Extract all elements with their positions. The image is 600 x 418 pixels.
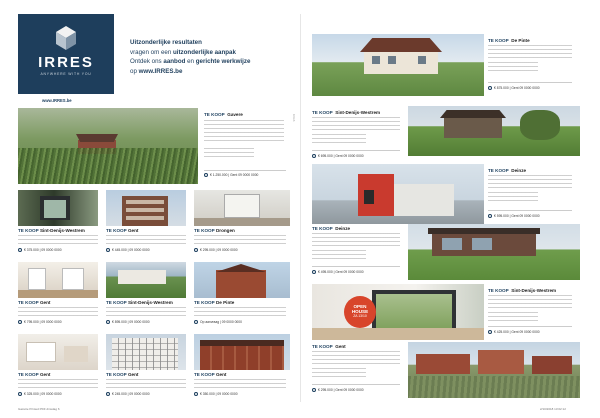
listing-photo-gavere bbox=[18, 108, 198, 184]
pin-icon bbox=[488, 330, 492, 334]
headline bbox=[130, 38, 290, 76]
listing-code: TE KOOP bbox=[312, 226, 333, 231]
pin-icon bbox=[488, 214, 492, 218]
listing-card-gavere bbox=[202, 108, 290, 184]
listing-phone: 09 0000 0000 bbox=[129, 392, 150, 396]
listing-photo-depinte-r bbox=[312, 34, 484, 96]
headline-line-4a: op bbox=[130, 67, 139, 75]
logo-tagline: ANYWHERE WITH YOU bbox=[40, 72, 92, 76]
listing-code: TE KOOP bbox=[194, 300, 215, 305]
listing-photo-gent-5 bbox=[194, 334, 290, 370]
headline-line-3b: aanbod bbox=[163, 58, 186, 66]
listing-price: € 1.250.000 bbox=[210, 173, 228, 177]
listing-phone: 09 0000 0000 bbox=[129, 320, 150, 324]
listing-phone: 09 0000 0000 bbox=[41, 320, 62, 324]
listing-phone: 09 0000 0000 bbox=[519, 214, 540, 218]
headline-line-2a: vragen om een bbox=[130, 48, 173, 56]
pin-icon bbox=[194, 248, 198, 252]
listing-photo-sdw-r1 bbox=[408, 106, 580, 156]
listing-price: € 350.000 bbox=[200, 392, 215, 396]
listing-city: Sint-Denijs-Westrem bbox=[511, 288, 557, 293]
listing-phone: 09 0000 0000 bbox=[238, 173, 259, 177]
listing-city: De Pinte bbox=[215, 300, 235, 305]
listing-photo-gent-1 bbox=[106, 190, 186, 226]
listing-code: TE KOOP bbox=[194, 228, 215, 233]
listing-code: TE KOOP bbox=[18, 300, 39, 305]
pin-icon bbox=[18, 392, 22, 396]
listing-phone: 09 0000 0000 bbox=[41, 392, 62, 396]
listing-city: Gavere bbox=[227, 112, 243, 117]
pin-icon bbox=[312, 154, 316, 158]
headline-line-2 bbox=[130, 48, 290, 58]
listing-code: TE KOOP bbox=[106, 228, 127, 233]
headline-line-3c: en bbox=[185, 58, 196, 66]
listing-card-sdw-1: TE KOOP Sint-Denijs-Westrem € 375.000 | 09 0000 0000 bbox=[18, 228, 102, 258]
listing-photo-sdw-1 bbox=[18, 190, 98, 226]
pin-icon bbox=[312, 270, 316, 274]
listing-card-gent-3: TE KOOP Gent € 325.000 | 09 0000 0000 bbox=[18, 372, 102, 402]
listing-photo-sdw-2 bbox=[106, 262, 186, 298]
listing-code: TE KOOP bbox=[204, 112, 225, 117]
listing-card-gent-r: TE KOOP Gent € 295.000 | Gent 09 0000 0000 bbox=[312, 344, 404, 400]
pin-icon bbox=[204, 173, 208, 177]
pin-icon bbox=[106, 392, 110, 396]
open-house-badge bbox=[344, 296, 376, 328]
listing-photo-gent-4 bbox=[106, 334, 186, 370]
left-page bbox=[18, 14, 298, 402]
listing-phone: 09 0000 0000 bbox=[129, 248, 150, 252]
listing-phone: 09 0000 0000 bbox=[217, 248, 238, 252]
listing-price: € 495.000 bbox=[318, 270, 333, 274]
photo-credit: IRRES bbox=[292, 114, 295, 122]
listing-code: TE KOOP bbox=[18, 372, 39, 377]
listing-price: € 375.000 bbox=[24, 248, 39, 252]
listing-card-gent-1: TE KOOP Gent € 445.000 | 09 0000 0000 bbox=[106, 228, 190, 258]
listing-card-drongen: TE KOOP Drongen € 295.000 | 09 0000 0000 bbox=[194, 228, 290, 258]
pin-icon bbox=[106, 320, 110, 324]
listing-card-gent-2: TE KOOP Gent € 795.000 | 09 0000 0000 bbox=[18, 300, 102, 330]
listing-footer: € 1.250.000 | Gent 09 0000 0000 bbox=[204, 173, 258, 177]
listing-city: Gent bbox=[127, 228, 139, 233]
brand-website: www.IRRES.be bbox=[42, 98, 72, 103]
irres-cube-icon bbox=[56, 26, 76, 50]
listing-city: Deinze bbox=[511, 168, 527, 173]
headline-line-1: Uitzonderlijke resultaten bbox=[130, 39, 202, 46]
listing-phone: 09 0000 0000 bbox=[221, 320, 242, 324]
listing-card-gent-5: TE KOOP Gent € 350.000 | 09 0000 0000 bbox=[194, 372, 290, 402]
listing-city: De Pinte bbox=[511, 38, 530, 43]
listing-price: € 325.000 bbox=[24, 392, 39, 396]
listing-card-depinte-r: TE KOOP De Pinte € 875.000 | Gent 09 0000 0000 bbox=[488, 38, 576, 96]
listing-phone: 09 0000 0000 bbox=[217, 392, 238, 396]
pin-icon bbox=[312, 388, 316, 392]
headline-line-4b: www.IRRES.be bbox=[138, 67, 183, 75]
listing-phone: 09 0000 0000 bbox=[343, 154, 364, 158]
headline-line-3d: gerichte werkwijze bbox=[195, 58, 251, 66]
listing-price: € 445.000 bbox=[112, 248, 127, 252]
listing-price: € 875.000 bbox=[494, 86, 509, 90]
listing-code: TE KOOP bbox=[194, 372, 215, 377]
listing-city: Gent bbox=[335, 344, 346, 349]
listing-photo-depinte bbox=[194, 262, 290, 298]
pin-icon bbox=[18, 320, 22, 324]
listing-price: € 425.000 bbox=[494, 330, 509, 334]
listing-code: TE KOOP bbox=[106, 372, 127, 377]
listing-card-sdw-r1: TE KOOP Sint-Denijs-Westrem € 695.000 | Gent 09 0000 0000 bbox=[312, 110, 404, 168]
listing-photo-gent-r bbox=[408, 342, 580, 398]
headline-line-4 bbox=[130, 67, 290, 77]
listing-code: TE KOOP bbox=[488, 288, 509, 293]
listing-city: Drongen bbox=[215, 228, 235, 233]
listing-photo-gent-2 bbox=[18, 262, 98, 298]
listing-photo-deinze-2 bbox=[408, 224, 580, 280]
listing-card-sdw-2: TE KOOP Sint-Denijs-Westrem € 895.000 | 09 0000 0000 bbox=[106, 300, 190, 330]
listing-card-deinze-1: TE KOOP Deinze € 595.000 | Gent 09 0000 0000 bbox=[488, 168, 576, 224]
listing-price: € 245.000 bbox=[112, 392, 127, 396]
listing-phone: 09 0000 0000 bbox=[519, 86, 540, 90]
pin-icon bbox=[488, 86, 492, 90]
listing-photo-deinze-1 bbox=[312, 164, 484, 224]
listing-phone: 09 0000 0000 bbox=[41, 248, 62, 252]
listing-price: € 795.000 bbox=[24, 320, 39, 324]
listing-city: Sint-Denijs-Westrem bbox=[335, 110, 381, 115]
listing-price: Op aanvraag bbox=[200, 320, 220, 324]
listing-description bbox=[204, 120, 284, 144]
listing-city: Gent bbox=[39, 372, 51, 377]
listing-code: TE KOOP bbox=[488, 168, 509, 173]
listing-photo-sdw-r2 bbox=[312, 284, 484, 340]
listing-city: Gent bbox=[127, 372, 139, 377]
listing-phone: 09 0000 0000 bbox=[343, 270, 364, 274]
headline-line-2b: uitzonderlijke aanpak bbox=[173, 48, 236, 56]
listing-specs bbox=[204, 148, 254, 157]
listing-title bbox=[204, 112, 243, 117]
listing-card-deinze-2: TE KOOP Deinze € 495.000 | Gent 09 0000 0000 bbox=[312, 226, 404, 282]
listing-price: € 895.000 bbox=[112, 320, 127, 324]
badge-line-1: OPEN bbox=[353, 304, 367, 309]
right-page bbox=[308, 14, 588, 402]
listing-phone: 09 0000 0000 bbox=[519, 330, 540, 334]
listing-price: € 595.000 bbox=[494, 214, 509, 218]
listing-price: € 695.000 bbox=[318, 154, 333, 158]
listing-city: Sint-Denijs-Westrem bbox=[39, 228, 85, 233]
listing-code: TE KOOP bbox=[312, 110, 333, 115]
listing-phone: 09 0000 0000 bbox=[343, 388, 364, 392]
listing-city: Gent bbox=[215, 372, 227, 377]
listing-card-gent-4: TE KOOP Gent € 245.000 | 09 0000 0000 bbox=[106, 372, 190, 402]
listing-code: TE KOOP bbox=[488, 38, 509, 43]
pin-icon bbox=[194, 320, 198, 324]
badge-line-3: ZA 13/10 bbox=[353, 314, 367, 318]
page-seam bbox=[300, 14, 301, 402]
pin-icon bbox=[194, 392, 198, 396]
listing-photo-gent-3 bbox=[18, 334, 98, 370]
listing-city: Deinze bbox=[335, 226, 351, 231]
pin-icon bbox=[106, 248, 110, 252]
headline-line-3a: Ontdek ons bbox=[130, 58, 164, 66]
listing-city: Gent bbox=[39, 300, 51, 305]
logo-block bbox=[18, 14, 114, 94]
listing-price: € 295.000 bbox=[200, 248, 215, 252]
listing-photo-drongen bbox=[194, 190, 290, 226]
listing-price: € 295.000 bbox=[318, 388, 333, 392]
listing-code: TE KOOP bbox=[312, 344, 333, 349]
print-footer-left: Gazette Printed PDF dinsdag 6 bbox=[18, 407, 60, 411]
listing-code: TE KOOP bbox=[18, 228, 39, 233]
pin-icon bbox=[18, 248, 22, 252]
listing-card-sdw-r2: TE KOOP Sint-Denijs-Westrem € 425.000 | Gent 09 0000 0000 bbox=[488, 288, 576, 340]
listing-city: Sint-Denijs-Westrem bbox=[127, 300, 173, 305]
print-footer-right: 2/10/2018 13:02:12 bbox=[540, 407, 566, 411]
badge-line-2: HOUSE bbox=[351, 309, 369, 314]
headline-line-3 bbox=[130, 57, 290, 67]
listing-card-depinte: TE KOOP De Pinte Op aanvraag | 09 0000 0000 bbox=[194, 300, 290, 330]
logo-wordmark: IRRES bbox=[38, 54, 94, 71]
listing-code: TE KOOP bbox=[106, 300, 127, 305]
